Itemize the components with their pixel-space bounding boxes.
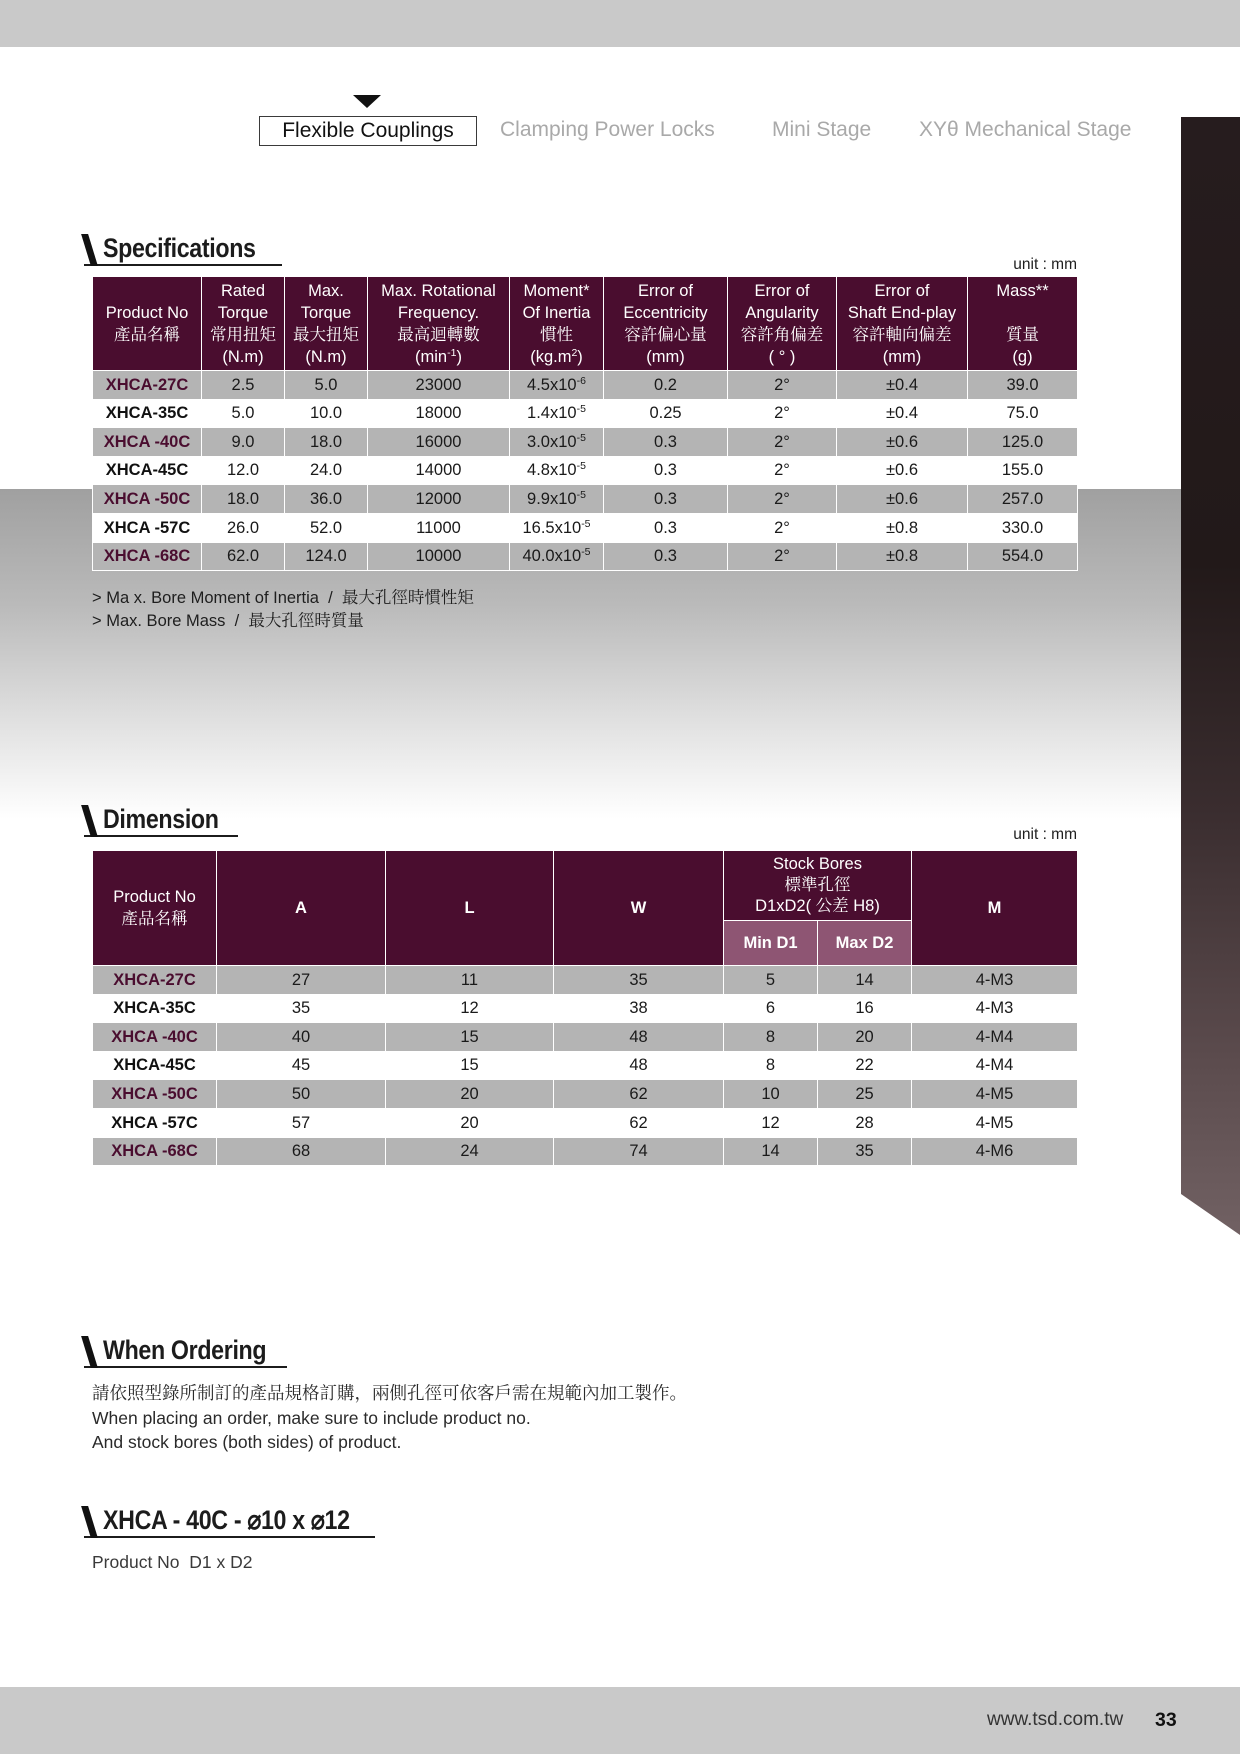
dim-cell-m: 4-M3 (912, 966, 1078, 995)
spec-header-error-of-shaft-end-play (837, 277, 968, 371)
top-band (0, 0, 1240, 47)
moment-exponent: -5 (581, 517, 591, 530)
spec-header-max-rotational-frequency (368, 277, 510, 371)
moment-base: 9.9x10 (527, 489, 577, 508)
header-line: Eccentricity (623, 303, 708, 322)
spec-cell-error-of-angularity: 2° (728, 371, 837, 400)
table-row (93, 542, 1078, 571)
header-unit-exponent: -1 (447, 346, 457, 359)
spec-cell-product: XHCA -50C (93, 485, 202, 514)
table-row (93, 966, 1078, 995)
spec-cell-rated-torque: 62.0 (202, 542, 285, 571)
dim-header-min-d1: Min D1 (724, 921, 818, 966)
table-row (93, 1137, 1078, 1166)
spec-cell-max-torque: 52.0 (285, 513, 368, 542)
dim-cell-product: XHCA-45C (93, 1051, 217, 1080)
dim-header-product-no (93, 851, 217, 966)
tab-xy-theta-mechanical-stage[interactable]: XYθ Mechanical Stage (919, 118, 1132, 141)
spec-cell-max-rotational-frequency: 12000 (368, 485, 510, 514)
header-line: Product No (105, 303, 189, 322)
dimension-title: Dimension (103, 804, 219, 834)
header-line: Mass** (996, 281, 1049, 300)
spec-header-error-of-eccentricity (604, 277, 728, 371)
header-line: Torque (300, 303, 352, 322)
spec-cell-error-of-angularity: 2° (728, 428, 837, 457)
dim-cell-max-d2: 16 (818, 994, 912, 1023)
spec-cell-error-of-angularity: 2° (728, 399, 837, 428)
spec-cell-max-rotational-frequency: 11000 (368, 513, 510, 542)
spec-cell-product: XHCA-45C (93, 456, 202, 485)
side-accent-bar (1181, 117, 1240, 1235)
moment-exponent: -5 (581, 546, 591, 559)
moment-base: 4.8x10 (527, 461, 577, 480)
spec-cell-error-of-eccentricity: 0.3 (604, 485, 728, 514)
dimension-unit-label: unit : mm (1013, 826, 1077, 843)
spec-cell-max-rotational-frequency: 10000 (368, 542, 510, 571)
header-line: Frequency. (397, 303, 480, 322)
spec-cell-mass: 125.0 (968, 428, 1078, 457)
ordering-example-code: XHCA - 40C - ⌀10 x ⌀12 (103, 1505, 350, 1535)
spec-cell-error-of-eccentricity: 0.3 (604, 428, 728, 457)
spec-header-row (93, 277, 1078, 371)
header-spacer (968, 302, 1077, 324)
dim-cell-a: 50 (217, 1080, 386, 1109)
spec-cell-mass: 39.0 (968, 371, 1078, 400)
spec-cell-rated-torque: 5.0 (202, 399, 285, 428)
spec-cell-mass: 257.0 (968, 485, 1078, 514)
moment-exponent: -6 (576, 374, 586, 387)
spec-cell-error-of-angularity: 2° (728, 513, 837, 542)
moment-exponent: -5 (576, 431, 586, 444)
spec-cell-error-of-eccentricity: 0.2 (604, 371, 728, 400)
dim-cell-l: 20 (386, 1080, 554, 1109)
active-tab-marker-icon (353, 95, 381, 108)
header-line: 慣性 (540, 325, 573, 344)
header-line: Shaft End-play (847, 303, 957, 322)
spec-cell-error-of-eccentricity: 0.3 (604, 513, 728, 542)
header-unit-close: ) (456, 347, 462, 366)
spec-cell-mass: 330.0 (968, 513, 1078, 542)
footer-website: www.tsd.com.tw (987, 1709, 1124, 1730)
note-mass: > Max. Bore Mass / 最大孔徑時質量 (92, 612, 364, 630)
dim-cell-product: XHCA -50C (93, 1080, 217, 1109)
spec-table-head (93, 277, 1078, 371)
dim-cell-product: XHCA-35C (93, 994, 217, 1023)
header-unit-exponent: 2 (571, 346, 578, 359)
dim-cell-l: 15 (386, 1023, 554, 1052)
tab-flexible-couplings[interactable]: Flexible Couplings (259, 116, 477, 146)
heading-slash-mark (81, 234, 98, 266)
table-row (93, 399, 1078, 428)
header-line: Max. Rotational (381, 281, 496, 300)
spec-header-product-no (93, 277, 202, 371)
header-line: 產品名稱 (114, 325, 180, 344)
dim-table-body (93, 966, 1078, 1166)
footer-band (0, 1687, 1240, 1754)
tab-mini-stage[interactable]: Mini Stage (772, 118, 872, 141)
table-row (93, 428, 1078, 457)
spec-cell-max-torque: 36.0 (285, 485, 368, 514)
dim-cell-max-d2: 22 (818, 1051, 912, 1080)
header-line: Error of (874, 281, 930, 300)
spec-header-mass (968, 277, 1078, 371)
table-row (93, 513, 1078, 542)
header-line: Error of (754, 281, 810, 300)
dim-cell-w: 38 (554, 994, 724, 1023)
moment-base: 3.0x10 (527, 432, 577, 451)
header-line: Stock Bores (773, 855, 862, 873)
dim-header-max-d2: Max D2 (818, 921, 912, 966)
spec-cell-max-torque: 5.0 (285, 371, 368, 400)
header-line: Rated (220, 281, 266, 300)
dim-cell-min-d1: 6 (724, 994, 818, 1023)
dim-cell-m: 4-M5 (912, 1080, 1078, 1109)
specifications-title: Specifications (103, 233, 256, 263)
dim-cell-m: 4-M4 (912, 1023, 1078, 1052)
when-ordering-title: When Ordering (103, 1335, 267, 1365)
spec-cell-error-of-shaft-end-play: ±0.6 (837, 456, 968, 485)
spec-cell-rated-torque: 2.5 (202, 371, 285, 400)
dim-cell-product: XHCA -68C (93, 1137, 217, 1166)
dim-cell-a: 68 (217, 1137, 386, 1166)
dim-header-stock-bores (724, 851, 912, 921)
table-row (93, 456, 1078, 485)
spec-cell-max-rotational-frequency: 23000 (368, 371, 510, 400)
header-unit: (kg.m (530, 347, 572, 366)
dim-cell-m: 4-M6 (912, 1137, 1078, 1166)
spec-cell-mass: 155.0 (968, 456, 1078, 485)
spec-table-body (93, 371, 1078, 571)
spec-header-moment-of-inertia (510, 277, 604, 371)
table-row (93, 485, 1078, 514)
spec-cell-max-torque: 10.0 (285, 399, 368, 428)
header-line: 標準孔徑 (784, 876, 851, 894)
dim-cell-max-d2: 28 (818, 1108, 912, 1137)
dim-cell-min-d1: 8 (724, 1023, 818, 1052)
dim-cell-w: 62 (554, 1108, 724, 1137)
ordering-example-legend: Product No D1 x D2 (92, 1552, 253, 1572)
heading-slash-mark (81, 1336, 98, 1368)
header-line: Angularity (745, 303, 819, 322)
moment-base: 40.0x10 (522, 547, 582, 566)
header-line: ( ° ) (768, 347, 796, 366)
spec-cell-error-of-eccentricity: 0.25 (604, 399, 728, 428)
dim-cell-a: 35 (217, 994, 386, 1023)
dim-cell-w: 48 (554, 1051, 724, 1080)
header-line: 容許軸向偏差 (852, 325, 952, 344)
header-line: 最高迴轉數 (397, 325, 480, 344)
moment-base: 16.5x10 (522, 518, 582, 537)
spec-cell-moment-of-inertia (510, 513, 604, 542)
spec-cell-error-of-shaft-end-play: ±0.8 (837, 542, 968, 571)
dim-cell-a: 57 (217, 1108, 386, 1137)
table-row (93, 1080, 1078, 1109)
ordering-instruction-line: When placing an order, make sure to include product no. (92, 1408, 531, 1428)
header-unit-line (510, 346, 603, 368)
dim-header-l: L (386, 851, 554, 966)
dim-cell-m: 4-M4 (912, 1051, 1078, 1080)
spec-cell-mass: 75.0 (968, 399, 1078, 428)
header-line: (N.m) (222, 347, 264, 366)
dim-cell-product: XHCA-27C (93, 966, 217, 995)
header-unit-close: ) (577, 347, 583, 366)
dim-cell-l: 12 (386, 994, 554, 1023)
spec-cell-max-rotational-frequency: 14000 (368, 456, 510, 485)
dim-cell-max-d2: 25 (818, 1080, 912, 1109)
header-line: Error of (637, 281, 693, 300)
spec-cell-max-torque: 24.0 (285, 456, 368, 485)
specifications-table (92, 276, 1078, 571)
spec-cell-error-of-shaft-end-play: ±0.4 (837, 371, 968, 400)
table-row (93, 1051, 1078, 1080)
header-line: 質量 (1006, 325, 1039, 344)
spec-cell-error-of-shaft-end-play: ±0.6 (837, 485, 968, 514)
dim-cell-max-d2: 14 (818, 966, 912, 995)
header-line: 容許角偏差 (740, 325, 824, 344)
spec-cell-moment-of-inertia (510, 485, 604, 514)
spec-cell-moment-of-inertia (510, 371, 604, 400)
moment-exponent: -5 (576, 488, 586, 501)
spec-cell-rated-torque: 9.0 (202, 428, 285, 457)
dimension-heading (84, 805, 238, 837)
header-line: Moment* (523, 281, 590, 300)
header-line: 最大扭矩 (293, 325, 359, 344)
dim-cell-min-d1: 12 (724, 1108, 818, 1137)
spec-cell-rated-torque: 26.0 (202, 513, 285, 542)
table-row (93, 994, 1078, 1023)
dim-cell-l: 15 (386, 1051, 554, 1080)
table-row (93, 1023, 1078, 1052)
dim-table-head (93, 851, 1078, 966)
dim-cell-l: 11 (386, 966, 554, 995)
spec-cell-max-rotational-frequency: 18000 (368, 399, 510, 428)
spec-header-error-of-angularity (728, 277, 837, 371)
spec-cell-max-torque: 124.0 (285, 542, 368, 571)
spec-header-max-torque (285, 277, 368, 371)
spec-cell-max-rotational-frequency: 16000 (368, 428, 510, 457)
header-line: Max. (308, 281, 344, 300)
spec-cell-max-torque: 18.0 (285, 428, 368, 457)
header-line: 常用扭矩 (210, 325, 276, 344)
dim-cell-min-d1: 14 (724, 1137, 818, 1166)
header-line: D1xD2( 公差 H8) (755, 897, 880, 915)
spec-cell-error-of-shaft-end-play: ±0.4 (837, 399, 968, 428)
tab-clamping-power-locks[interactable]: Clamping Power Locks (500, 118, 715, 141)
spec-cell-error-of-shaft-end-play: ±0.6 (837, 428, 968, 457)
spec-cell-error-of-angularity: 2° (728, 542, 837, 571)
header-unit: (min (415, 347, 448, 366)
moment-base: 4.5x10 (527, 375, 577, 394)
dim-header-row (93, 851, 1078, 921)
spec-cell-error-of-eccentricity: 0.3 (604, 456, 728, 485)
specifications-unit-label: unit : mm (1013, 256, 1077, 273)
header-line: (N.m) (305, 347, 347, 366)
spec-cell-rated-torque: 18.0 (202, 485, 285, 514)
dim-header-a: A (217, 851, 386, 966)
dim-header-m: M (912, 851, 1078, 966)
spec-cell-rated-torque: 12.0 (202, 456, 285, 485)
page-number: 33 (1155, 1709, 1177, 1731)
moment-exponent: -5 (576, 460, 586, 473)
dim-cell-a: 40 (217, 1023, 386, 1052)
dim-cell-product: XHCA -40C (93, 1023, 217, 1052)
dim-cell-max-d2: 35 (818, 1137, 912, 1166)
dim-cell-a: 27 (217, 966, 386, 995)
dim-cell-l: 24 (386, 1137, 554, 1166)
header-line: (g) (1012, 347, 1033, 366)
dim-cell-w: 74 (554, 1137, 724, 1166)
moment-base: 1.4x10 (527, 404, 577, 423)
heading-slash-mark (81, 805, 98, 837)
ordering-instruction-zh: 請依照型錄所制訂的產品規格訂購，兩側孔徑可依客戶需在規範內加工製作。 (92, 1383, 687, 1403)
spec-cell-mass: 554.0 (968, 542, 1078, 571)
specifications-heading (84, 234, 282, 266)
spec-cell-product: XHCA -40C (93, 428, 202, 457)
spec-cell-product: XHCA-27C (93, 371, 202, 400)
dim-cell-w: 62 (554, 1080, 724, 1109)
spec-cell-product: XHCA -57C (93, 513, 202, 542)
header-unit-line (368, 346, 509, 368)
spec-cell-error-of-angularity: 2° (728, 485, 837, 514)
spec-cell-moment-of-inertia (510, 456, 604, 485)
spec-header-rated-torque (202, 277, 285, 371)
dim-cell-l: 20 (386, 1108, 554, 1137)
dim-cell-w: 48 (554, 1023, 724, 1052)
header-line: Torque (217, 303, 269, 322)
spec-cell-moment-of-inertia (510, 428, 604, 457)
moment-exponent: -5 (576, 403, 586, 416)
spec-cell-moment-of-inertia (510, 399, 604, 428)
spec-cell-error-of-angularity: 2° (728, 456, 837, 485)
spec-cell-error-of-shaft-end-play: ±0.8 (837, 513, 968, 542)
spec-cell-error-of-eccentricity: 0.3 (604, 542, 728, 571)
dimension-table (92, 850, 1078, 1166)
header-line: 產品名稱 (121, 910, 188, 928)
dim-cell-m: 4-M3 (912, 994, 1078, 1023)
spec-cell-product: XHCA-35C (93, 399, 202, 428)
dim-cell-min-d1: 8 (724, 1051, 818, 1080)
header-line: Of Inertia (522, 303, 591, 322)
dim-cell-min-d1: 10 (724, 1080, 818, 1109)
dim-cell-a: 45 (217, 1051, 386, 1080)
spec-cell-product: XHCA -68C (93, 542, 202, 571)
table-row (93, 371, 1078, 400)
header-line: (mm) (646, 347, 685, 366)
dim-cell-w: 35 (554, 966, 724, 995)
header-line: 容許偏心量 (624, 325, 707, 344)
dim-cell-product: XHCA -57C (93, 1108, 217, 1137)
dim-cell-min-d1: 5 (724, 966, 818, 995)
table-row (93, 1108, 1078, 1137)
when-ordering-heading (84, 1336, 287, 1368)
ordering-instruction-line: And stock bores (both sides) of product. (92, 1432, 402, 1452)
dim-cell-m: 4-M5 (912, 1108, 1078, 1137)
note-moment-of-inertia: > Ma x. Bore Moment of Inertia / 最大孔徑時慣性矩 (92, 589, 474, 607)
ordering-example-heading (84, 1506, 375, 1538)
dim-cell-max-d2: 20 (818, 1023, 912, 1052)
spec-cell-moment-of-inertia (510, 542, 604, 571)
header-line: Product No (113, 888, 196, 906)
header-line: (mm) (882, 347, 922, 366)
dim-header-w: W (554, 851, 724, 966)
heading-slash-mark (81, 1506, 98, 1538)
